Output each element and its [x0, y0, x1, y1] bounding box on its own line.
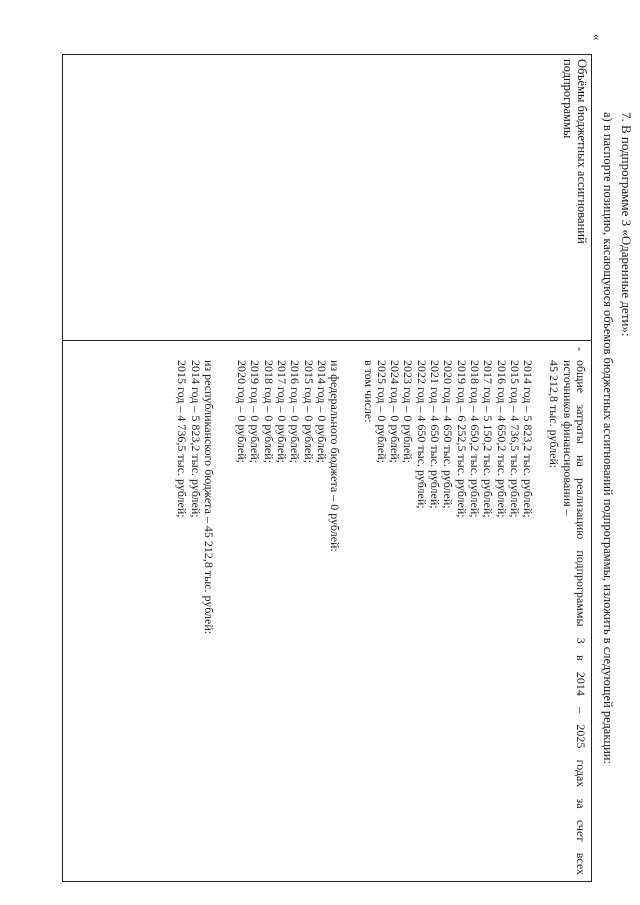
list-item: 2016 год – 0 рублей;	[288, 360, 303, 463]
list-item: 2017 год – 0 рублей;	[275, 360, 290, 463]
list-item: 2019 год – 0 рублей;	[248, 360, 263, 463]
list-item: 2018 год – 0 рублей;	[261, 360, 276, 463]
republic-heading: из республиканского бюджета – 45 212,8 тыс. рублей:	[201, 360, 216, 635]
list-item: 2024 год – 0 рублей;	[388, 360, 403, 463]
list-item: 2018 год – 4 650,2 тыс. рублей;	[467, 360, 482, 518]
including-text: в том числе:	[361, 360, 376, 423]
list-item: 2021 год – 4 650 тыс. рублей;	[428, 360, 443, 509]
open-quote-mark: «	[590, 34, 605, 41]
subsection-a-text: а) в паспорте позицию, касающуюся объемов бюджетных ассигнований подпрограммы, изложить в следующей редакции:	[601, 112, 615, 764]
list-item: 2025 год – 0 рублей;	[374, 360, 389, 463]
list-item: 2020 год – 4 650 тыс. рублей;	[441, 360, 456, 509]
list-item: 2015 год – 4 736,5 тыс. рублей;	[175, 360, 190, 518]
list-item: 2022 год – 4 650 тыс. рублей;	[414, 360, 429, 509]
federal-heading: из федерального бюджета – 0 рублей:	[328, 360, 343, 552]
years-republic-list	[175, 360, 202, 875]
list-item: 2017 год – 5 150,2 тыс. рублей;	[481, 360, 496, 518]
list-item: 2016 год – 4 650,2 тыс. рублей;	[494, 360, 509, 518]
total-text-line-2: источников финансирования –	[560, 360, 575, 516]
left-label-line-2: подпрограммы	[561, 59, 575, 139]
dash-marker: -	[573, 347, 587, 352]
list-item: 2020 год – 0 рублей;	[235, 360, 250, 463]
list-item: 2014 год – 0 рублей;	[314, 360, 329, 463]
section-7-heading: 7. В подпрограмме 3 «Одаренные дети»:	[619, 112, 634, 337]
table-column-divider	[63, 340, 591, 341]
list-item: 2014 год – 5 823,2 тыс. рублей;	[521, 360, 536, 518]
table-right-cell	[175, 360, 587, 875]
list-item: 2023 год – 0 рублей;	[401, 360, 416, 463]
years-federal-list	[235, 360, 328, 875]
table-left-cell	[561, 59, 589, 329]
list-item: 2015 год – 4 736,5 тыс. рублей;	[507, 360, 522, 518]
left-label-line-1: Объёмы бюджетных ассигнований	[575, 59, 589, 244]
total-text-line-1: общие затраты на реализацию подпрограммы 3 в 2014 – 2025 годах за счет всех	[574, 360, 588, 875]
budget-table	[62, 54, 592, 882]
total-text-line-3: 45 212,8 тыс. рублей:	[547, 360, 562, 469]
list-item: 2014 год – 5 823,2 тыс. рублей;	[188, 360, 203, 518]
list-item: 2019 год – 6 252,5 тыс. рублей;	[454, 360, 469, 518]
list-item: 2015 год – 0 рублей;	[301, 360, 316, 463]
years-total-list	[375, 360, 535, 875]
